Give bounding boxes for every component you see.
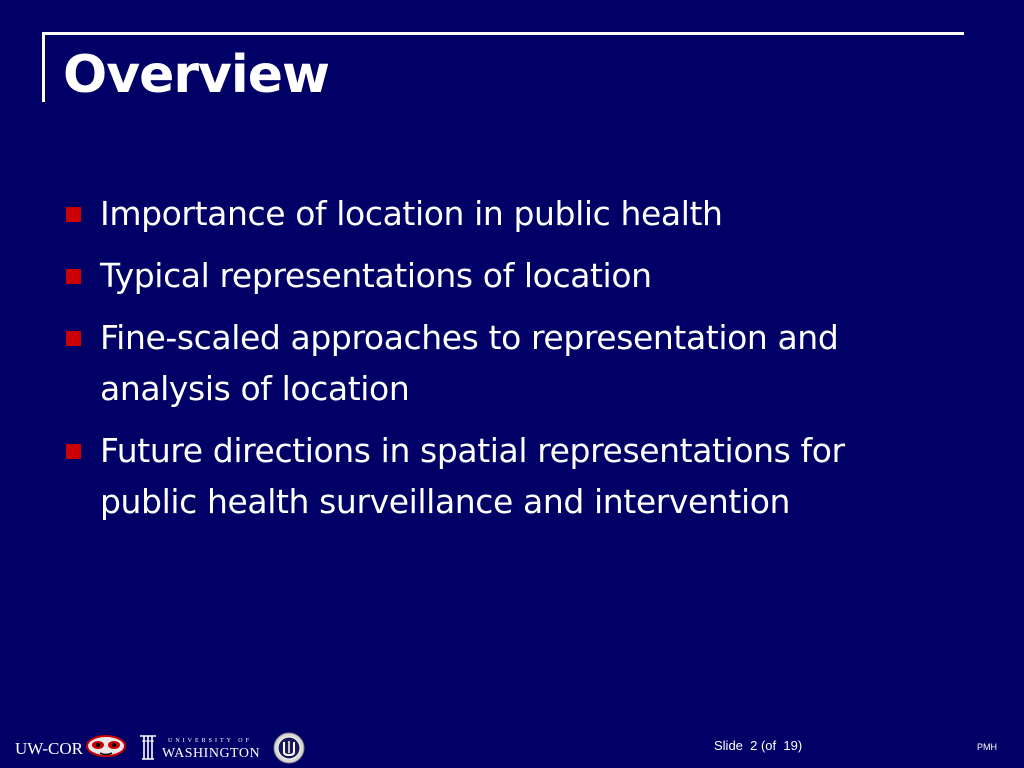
author-initials: PMH xyxy=(977,742,997,752)
bullet-item xyxy=(62,312,942,414)
red-square-bullet-icon xyxy=(66,269,81,284)
bullet-item xyxy=(62,188,942,239)
slide-title: Overview xyxy=(63,45,330,105)
bullet-text: Typical representations of location xyxy=(100,256,652,295)
red-square-bullet-icon xyxy=(66,444,81,459)
slide-number: Slide 2 (of 19) xyxy=(714,738,803,753)
bullet-item xyxy=(62,425,942,527)
university-logo-text: WASHINGTON xyxy=(162,746,261,761)
university-logo-small-text: UNIVERSITY OF xyxy=(168,738,252,744)
slide-footer xyxy=(0,726,1024,768)
bullet-list xyxy=(62,188,942,538)
red-square-bullet-icon xyxy=(66,331,81,346)
uw-cor-mask-logo-icon xyxy=(86,734,126,758)
bullet-item xyxy=(62,250,942,301)
title-rule-left xyxy=(42,32,45,102)
title-rule-top xyxy=(42,32,964,35)
circular-seal-icon xyxy=(273,732,305,764)
org-label: UW-COR xyxy=(15,739,83,758)
red-square-bullet-icon xyxy=(66,207,81,222)
bullet-text: Importance of location in public health xyxy=(100,194,723,233)
university-of-washington-logo-icon xyxy=(138,732,262,762)
bullet-text: Fine-scaled approaches to representation and analysis of location xyxy=(100,318,839,408)
bullet-text: Future directions in spatial representations for public health surveillance and intervention xyxy=(100,431,845,521)
